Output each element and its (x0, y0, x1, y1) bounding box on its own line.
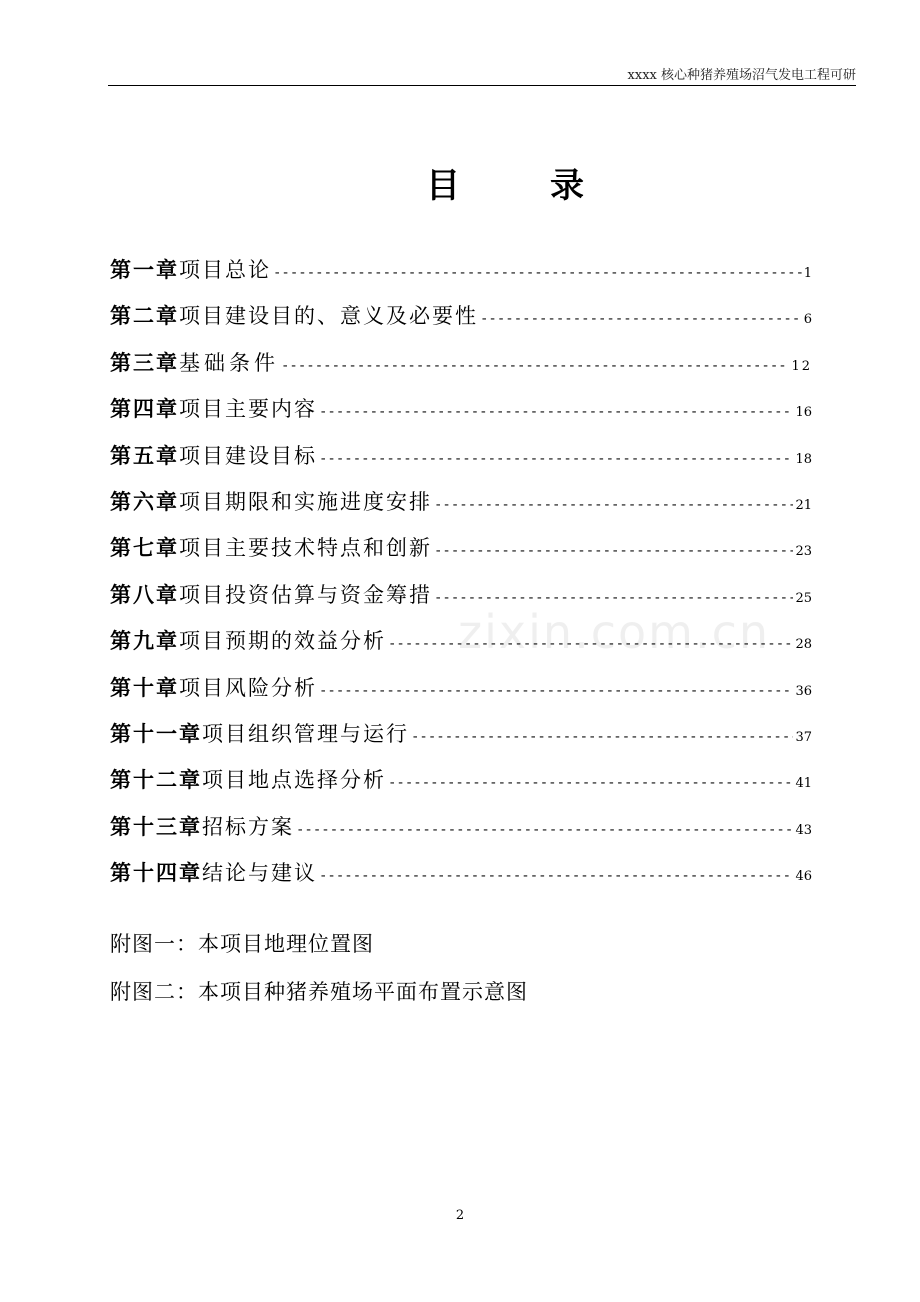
toc-leader (434, 543, 793, 559)
toc-leader (273, 265, 802, 281)
toc-chapter: 第三章 (110, 350, 179, 375)
toc-chapter: 第五章 (110, 443, 179, 468)
toc-topic: 项目地点选择分析 (202, 768, 386, 793)
toc-row[interactable] (110, 254, 812, 300)
toc-topic: 项目总论 (179, 258, 271, 282)
header-rule (108, 85, 856, 86)
toc-page-number: 18 (795, 451, 812, 467)
page-title: 目录 (426, 166, 674, 206)
toc-page-number: 25 (795, 590, 812, 606)
toc-row[interactable] (110, 811, 812, 857)
toc-page-number: 6 (803, 312, 812, 328)
toc-page-number: 37 (795, 729, 812, 745)
toc-chapter: 第十章 (110, 675, 179, 700)
table-of-contents (110, 254, 812, 903)
toc-chapter: 第十三章 (110, 814, 202, 839)
toc-row[interactable] (110, 347, 812, 393)
toc-chapter: 第十四章 (110, 861, 202, 886)
toc-row[interactable] (110, 718, 812, 764)
toc-topic: 招标方案 (202, 814, 294, 839)
toc-leader (319, 868, 793, 884)
toc-topic: 结论与建议 (202, 861, 317, 886)
toc-topic: 项目组织管理与运行 (202, 721, 409, 746)
toc-topic: 项目建设目的、意义及必要性 (179, 304, 478, 329)
toc-chapter: 第一章 (110, 258, 179, 282)
toc-topic: 项目主要内容 (179, 397, 317, 422)
toc-chapter: 第六章 (110, 489, 179, 514)
toc-leader (388, 775, 793, 791)
toc-chapter: 第四章 (110, 397, 179, 422)
appendix-item[interactable]: 附图一：本项目地理位置图 (110, 932, 374, 956)
toc-page-number: 21 (795, 497, 812, 513)
toc-leader (319, 683, 793, 699)
toc-page-number: 41 (795, 776, 812, 792)
toc-topic: 项目期限和实施进度安排 (179, 489, 432, 514)
toc-page-number: 36 (795, 683, 812, 699)
toc-page-number: 12 (791, 358, 812, 374)
toc-leader (281, 358, 789, 374)
toc-leader (296, 822, 793, 838)
toc-chapter: 第十一章 (110, 721, 202, 746)
toc-page-number: 16 (795, 405, 812, 421)
toc-row[interactable] (110, 764, 812, 810)
toc-leader (411, 729, 793, 745)
toc-page-number: 43 (795, 822, 812, 838)
toc-row[interactable] (110, 486, 812, 532)
toc-chapter: 第十二章 (110, 768, 202, 793)
toc-row[interactable] (110, 532, 812, 578)
toc-leader (480, 311, 802, 327)
toc-chapter: 第二章 (110, 304, 179, 329)
toc-leader (319, 451, 793, 467)
toc-page-number: 23 (795, 544, 812, 560)
toc-topic: 基础条件 (179, 350, 279, 375)
toc-page-number: 46 (795, 869, 812, 885)
toc-topic: 项目预期的效益分析 (179, 629, 386, 654)
toc-topic: 项目风险分析 (179, 675, 317, 700)
toc-row[interactable] (110, 300, 812, 346)
toc-leader (319, 404, 793, 420)
toc-row[interactable] (110, 672, 812, 718)
toc-row[interactable] (110, 857, 812, 903)
watermark: zixin.com.cn (458, 605, 771, 659)
toc-leader (434, 497, 793, 513)
toc-topic: 项目投资估算与资金筹措 (179, 582, 432, 607)
page-number: 2 (455, 1208, 465, 1223)
toc-leader (434, 590, 793, 606)
toc-chapter: 第八章 (110, 582, 179, 607)
toc-row[interactable] (110, 440, 812, 486)
toc-page-number: 28 (795, 637, 812, 653)
toc-topic: 项目主要技术特点和创新 (179, 536, 432, 561)
toc-chapter: 第九章 (110, 629, 179, 654)
toc-page-number: 1 (803, 266, 812, 281)
header-text: xxxx 核心种猪养殖场沼气发电工程可研 (627, 68, 856, 83)
toc-topic: 项目建设目标 (179, 443, 317, 468)
toc-row[interactable] (110, 393, 812, 439)
toc-chapter: 第七章 (110, 536, 179, 561)
appendix-item[interactable]: 附图二：本项目种猪养殖场平面布置示意图 (110, 980, 528, 1004)
